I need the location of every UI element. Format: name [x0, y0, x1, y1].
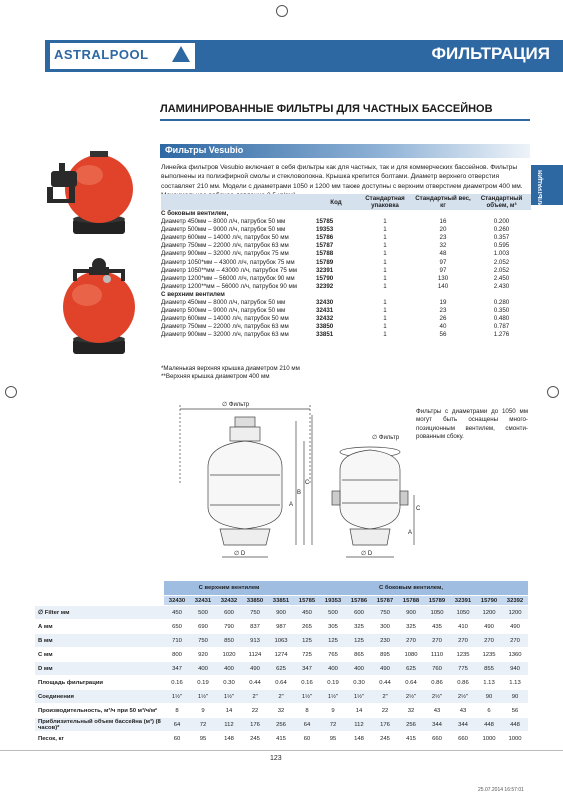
tech-cell: 60 — [164, 732, 190, 746]
tech-cell: 9 — [320, 704, 346, 718]
tech-cell: 920 — [190, 648, 216, 662]
tech-cell: 72 — [320, 718, 346, 732]
tech-cell: 112 — [346, 718, 372, 732]
tech-cell: 1½" — [320, 690, 346, 704]
top-valve-filter-image — [45, 255, 155, 357]
tech-cell: 895 — [372, 648, 398, 662]
code-cell: 32391 — [450, 596, 476, 606]
tech-cell: 760 — [424, 662, 450, 676]
tech-cell: 344 — [424, 718, 450, 732]
tech-cell: 22 — [372, 704, 398, 718]
code-cell: 15787 — [372, 596, 398, 606]
tech-cell: 2" — [268, 690, 294, 704]
tech-row-label: Песок, кг — [35, 732, 164, 746]
code-cell: 15790 — [476, 596, 502, 606]
tech-row — [35, 634, 528, 648]
tech-cell: 2½" — [450, 690, 476, 704]
tech-cell: 987 — [268, 620, 294, 634]
diagram-footnote: Фильтры с диаметрами до 1050 мм могут быть оснащены много-позиционным вентилем, смонти-рованным сбоку. — [416, 408, 528, 440]
tech-row — [35, 676, 528, 690]
tech-cell: 1020 — [216, 648, 242, 662]
tech-cell: 2" — [242, 690, 268, 704]
brand-name: ASTRALPOOL — [54, 47, 149, 62]
tech-cell: 1½" — [294, 690, 320, 704]
tech-cell: 650 — [164, 620, 190, 634]
tech-cell: 1200 — [476, 606, 502, 620]
tech-cell: 855 — [476, 662, 502, 676]
tech-cell: 400 — [346, 662, 372, 676]
tech-cell: 56 — [502, 704, 528, 718]
tech-cell: 1½" — [216, 690, 242, 704]
tech-cell: 125 — [346, 634, 372, 648]
tech-cell: 64 — [294, 718, 320, 732]
code-cell: 32432 — [216, 596, 242, 606]
tech-cell: 245 — [372, 732, 398, 746]
tech-cell: 450 — [294, 606, 320, 620]
tech-row — [35, 662, 528, 676]
tech-cell: 490 — [476, 620, 502, 634]
dimension-diagram — [160, 395, 420, 567]
tech-cell: 0.64 — [268, 676, 294, 690]
tech-row — [35, 606, 528, 620]
section-title: ЛАМИНИРОВАННЫЕ ФИЛЬТРЫ ДЛЯ ЧАСТНЫХ БАССЕЙНОВ — [160, 103, 493, 115]
diagram-filter-label: ∅ Фильтр — [222, 402, 250, 408]
group-label-side: С боковым вентилем, — [161, 210, 229, 217]
tech-cell: 265 — [294, 620, 320, 634]
tech-cell: 415 — [398, 732, 424, 746]
tech-cell: 1063 — [268, 634, 294, 648]
tech-cell: 270 — [450, 634, 476, 648]
code-cell: 32392 — [502, 596, 528, 606]
tech-cell: 913 — [242, 634, 268, 648]
diagram-c-label: C — [305, 480, 310, 486]
tech-cell: 775 — [450, 662, 476, 676]
page-number: 123 — [270, 755, 282, 762]
tech-cell: 176 — [372, 718, 398, 732]
tech-cell: 0.44 — [242, 676, 268, 690]
tech-cell: 270 — [398, 634, 424, 648]
tech-cell: 490 — [502, 620, 528, 634]
tech-cell: 0.19 — [320, 676, 346, 690]
tech-cell: 270 — [424, 634, 450, 648]
tech-cell: 900 — [268, 606, 294, 620]
code-cell: 15788 — [398, 596, 424, 606]
spec-row: Диаметр 1050*мм – 43000 л/ч, патрубок 75 мм 15789 1 97 2.052 — [161, 258, 510, 266]
tech-cell: 8 — [164, 704, 190, 718]
side-tab-label: ФИЛЬТРАЦИЯ — [538, 170, 544, 212]
tech-row-label: Площадь фильтрации — [35, 676, 164, 690]
tech-cell: 0.16 — [164, 676, 190, 690]
tech-cell: 837 — [242, 620, 268, 634]
tech-row — [35, 718, 528, 732]
subsection-title: Фильтры Vesubio — [165, 145, 244, 155]
spec-row: Диаметр 600мм – 14000 л/ч, патрубок 50 мм 15786 1 23 0.357 — [161, 234, 510, 242]
tech-cell: 64 — [164, 718, 190, 732]
diagram-a-label: A — [289, 502, 294, 508]
tech-cell: 0.16 — [294, 676, 320, 690]
code-cell: 19353 — [320, 596, 346, 606]
tech-cell: 865 — [346, 648, 372, 662]
tech-cell: 1360 — [502, 648, 528, 662]
tech-cell: 1000 — [502, 732, 528, 746]
tech-cell: 490 — [372, 662, 398, 676]
tech-cell: 725 — [294, 648, 320, 662]
tech-cell: 600 — [216, 606, 242, 620]
tech-cell: 1½" — [164, 690, 190, 704]
code-header: Код — [316, 194, 356, 210]
group-header-top: С верхним вентилем — [164, 581, 294, 596]
tech-cell: 750 — [190, 634, 216, 648]
diagram-d-label: ∅ D — [234, 551, 246, 557]
tech-cell: 500 — [320, 606, 346, 620]
section-divider — [160, 119, 530, 121]
tech-cell: 800 — [164, 648, 190, 662]
tech-cell: 625 — [398, 662, 424, 676]
page-title: ФИЛЬТРАЦИЯ — [431, 44, 550, 63]
diagram-d-label-2: ∅ D — [361, 551, 373, 557]
tech-row-label: Приблизительный объем бассейна (м³) (8 часов)* — [35, 718, 164, 732]
spec-row: Диаметр 500мм – 9000 л/ч, патрубок 50 мм 19353 1 20 0.260 — [161, 226, 510, 234]
tech-cell: 256 — [398, 718, 424, 732]
technical-data-table — [35, 581, 528, 746]
registration-mark-right — [547, 386, 559, 398]
tech-cell: 95 — [190, 732, 216, 746]
tech-cell: 450 — [164, 606, 190, 620]
tech-cell: 43 — [450, 704, 476, 718]
diagram-a-label-2: A — [408, 530, 413, 536]
tech-cell: 2½" — [424, 690, 450, 704]
spec-row: Диаметр 750мм – 22000 л/ч, патрубок 63 мм 15787 1 32 0.595 — [161, 242, 510, 250]
pack-header: Стандартная упаковка — [356, 194, 414, 210]
tech-cell: 9 — [190, 704, 216, 718]
tech-cell: 300 — [372, 620, 398, 634]
spec-row: Диаметр 500мм – 9000 л/ч, патрубок 50 мм 32431 1 23 0.350 — [161, 307, 510, 315]
tech-cell: 344 — [450, 718, 476, 732]
tech-cell: 112 — [216, 718, 242, 732]
tech-cell: 60 — [294, 732, 320, 746]
tech-row-label: D мм — [35, 662, 164, 676]
code-cell: 33850 — [242, 596, 268, 606]
spec-row: Диаметр 1200**мм – 56000 л/ч, патрубок 90 мм 32392 1 140 2.430 — [161, 282, 510, 290]
tech-cell: 750 — [372, 606, 398, 620]
tech-cell: 245 — [242, 732, 268, 746]
tech-cell: 6 — [476, 704, 502, 718]
group-label-top: С верхним вентилем — [161, 290, 225, 298]
spec-header-row — [161, 194, 531, 210]
spec-row: Диаметр 900мм – 32000 л/ч, патрубок 63 мм 33851 1 56 1.276 — [161, 331, 510, 339]
code-cell: 33851 — [268, 596, 294, 606]
side-valve-filter-image — [45, 145, 155, 237]
spec-table — [161, 194, 531, 340]
tech-cell: 0.30 — [216, 676, 242, 690]
tech-cell: 625 — [268, 662, 294, 676]
tech-cell: 490 — [242, 662, 268, 676]
tech-cell: 400 — [190, 662, 216, 676]
tech-cell: 1½" — [346, 690, 372, 704]
tech-cell: 710 — [164, 634, 190, 648]
tech-cell: 435 — [424, 620, 450, 634]
tech-cell: 850 — [216, 634, 242, 648]
tech-cell: 125 — [294, 634, 320, 648]
tech-cell: 0.30 — [346, 676, 372, 690]
tech-cell: 95 — [320, 732, 346, 746]
tech-row — [35, 648, 528, 662]
tech-cell: 1080 — [398, 648, 424, 662]
tech-cell: 32 — [398, 704, 424, 718]
volume-header: Стандартный объем, м³ — [472, 194, 531, 210]
tech-cell: 148 — [216, 732, 242, 746]
tech-cell: 448 — [502, 718, 528, 732]
tech-cell: 415 — [268, 732, 294, 746]
tech-cell: 270 — [476, 634, 502, 648]
tech-cell: 660 — [424, 732, 450, 746]
spec-row: Диаметр 450мм – 8000 л/ч, патрубок 50 мм 15785 1 16 0.200 — [161, 218, 510, 226]
tech-cell: 90 — [476, 690, 502, 704]
tech-row-label: В мм — [35, 634, 164, 648]
diagram-c-label-2: C — [416, 506, 421, 512]
tech-cell: 305 — [320, 620, 346, 634]
tech-cell: 14 — [346, 704, 372, 718]
tech-cell: 0.86 — [450, 676, 476, 690]
code-cell: 15786 — [346, 596, 372, 606]
tech-cell: 1000 — [476, 732, 502, 746]
tech-cell: 1050 — [424, 606, 450, 620]
tech-cell: 1.13 — [476, 676, 502, 690]
tech-cell: 1½" — [190, 690, 216, 704]
tech-cell: 148 — [346, 732, 372, 746]
tech-cell: 347 — [294, 662, 320, 676]
spec-row: Диаметр 1050**мм – 43000 л/ч, патрубок 75 мм 32391 1 97 2.052 — [161, 266, 510, 274]
spec-row: Диаметр 750мм – 22000 л/ч, патрубок 63 мм 33850 1 40 0.787 — [161, 323, 510, 331]
diagram-filter-label-2: ∅ Фильтр — [372, 435, 400, 441]
tech-cell: 690 — [190, 620, 216, 634]
code-cell: 32430 — [164, 596, 190, 606]
tech-cell: 765 — [320, 648, 346, 662]
tech-cell: 176 — [242, 718, 268, 732]
tech-cell: 32 — [268, 704, 294, 718]
tech-cell: 400 — [216, 662, 242, 676]
tech-row — [35, 704, 528, 718]
registration-mark-left — [5, 386, 17, 398]
spec-row: Диаметр 600мм – 14000 л/ч, патрубок 50 мм 32432 1 26 0.480 — [161, 315, 510, 323]
tech-row-label: С мм — [35, 648, 164, 662]
tech-row — [35, 732, 528, 746]
tech-cell: 400 — [320, 662, 346, 676]
spec-row: Диаметр 900мм – 32000 л/ч, патрубок 75 мм 15788 1 48 1.003 — [161, 250, 510, 258]
tech-cell: 43 — [424, 704, 450, 718]
diagram-b-label: B — [297, 490, 302, 496]
group-header-side: С боковым вентилем, — [294, 581, 528, 596]
spec-row: Диаметр 450мм – 8000 л/ч, патрубок 50 мм 32430 1 19 0.280 — [161, 299, 510, 307]
tech-cell: 2½" — [398, 690, 424, 704]
tech-cell: 1274 — [268, 648, 294, 662]
tech-cell: 790 — [216, 620, 242, 634]
tech-cell: 660 — [450, 732, 476, 746]
registration-mark-top — [276, 5, 288, 17]
tech-cell: 448 — [476, 718, 502, 732]
tech-row-label: Производительность, м³/ч при 50 м³/ч/м² — [35, 704, 164, 718]
tech-cell: 600 — [346, 606, 372, 620]
code-cell: 32431 — [190, 596, 216, 606]
tech-cell: 1.13 — [502, 676, 528, 690]
tech-cell: 125 — [320, 634, 346, 648]
tech-cell: 1235 — [450, 648, 476, 662]
tech-row-label: Соединения — [35, 690, 164, 704]
tech-cell: 270 — [502, 634, 528, 648]
tech-row — [35, 620, 528, 634]
tech-cell: 410 — [450, 620, 476, 634]
tech-cell: 0.64 — [398, 676, 424, 690]
tech-cell: 325 — [346, 620, 372, 634]
tech-cell: 500 — [190, 606, 216, 620]
tech-cell: 22 — [242, 704, 268, 718]
spec-row: Диаметр 1200*мм – 56000 л/ч, патрубок 90 мм 15790 1 130 2.450 — [161, 274, 510, 282]
tech-cell: 14 — [216, 704, 242, 718]
tech-cell: 1110 — [424, 648, 450, 662]
tech-cell: 1235 — [476, 648, 502, 662]
side-tab — [531, 165, 563, 205]
tech-cell: 347 — [164, 662, 190, 676]
tech-cell: 0.44 — [372, 676, 398, 690]
tech-cell: 1050 — [450, 606, 476, 620]
tech-cell: 750 — [242, 606, 268, 620]
tech-cell: 325 — [398, 620, 424, 634]
tech-cell: 1200 — [502, 606, 528, 620]
brand-triangle-icon — [172, 46, 190, 62]
tech-cell: 1124 — [242, 648, 268, 662]
weight-header: Стандартный вес, кг — [415, 195, 471, 209]
tech-cell: 900 — [398, 606, 424, 620]
tech-cell: 72 — [190, 718, 216, 732]
tech-row-label: ∅ Filter мм — [35, 606, 164, 620]
tech-cell: 0.19 — [190, 676, 216, 690]
tech-cell: 0.86 — [424, 676, 450, 690]
code-cell: 15785 — [294, 596, 320, 606]
tech-cell: 256 — [268, 718, 294, 732]
tech-row — [35, 690, 528, 704]
tech-row-label: А мм — [35, 620, 164, 634]
code-cell: 15789 — [424, 596, 450, 606]
tech-cell: 230 — [372, 634, 398, 648]
tech-cell: 90 — [502, 690, 528, 704]
tech-cell: 940 — [502, 662, 528, 676]
print-timestamp: 25.07.2014 16:57:01 — [478, 787, 524, 793]
footnote-large-lid: **Верхняя крышка диаметром 400 мм — [161, 373, 270, 380]
tech-cell: 8 — [294, 704, 320, 718]
footer-divider — [0, 750, 563, 751]
tech-cell: 2" — [372, 690, 398, 704]
intro-text: Линейка фильтров Vesubio включает в себя фильтры как для частных, так и для коммерческих бассейнов. Фильтры выполнены из полиэфирной смолы и стекловолокна. Крышка крепится болтами. Диаметр верхнего отверстия составляет 210 мм. Модели с диаметрами 1050 и 1200 мм также доступны с верхним отверстием диаметром 400 мм. — [161, 164, 523, 190]
footnote-small-lid: *Маленькая верхняя крышка диаметром 210 мм — [161, 365, 300, 372]
